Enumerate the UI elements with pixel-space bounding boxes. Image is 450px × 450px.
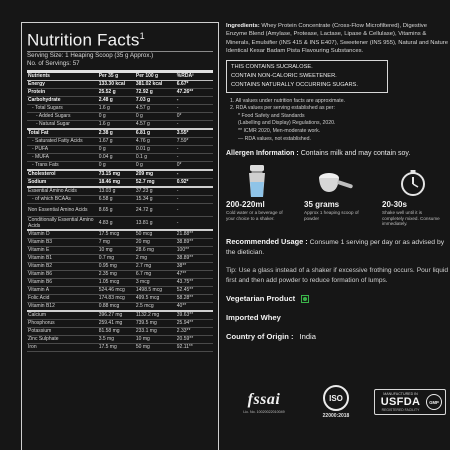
- footnote-2: 2. RDA values per serving established as per:: [230, 105, 335, 112]
- rda-value: 21.88**: [176, 230, 213, 239]
- nutrient-name: Calcium: [27, 311, 98, 320]
- step-shake-value: 20-30s: [382, 200, 407, 210]
- ingredients: [226, 22, 448, 56]
- nutrient-name: Zinc Sulphate: [27, 336, 98, 344]
- nutrient-name: - MUFA: [27, 154, 98, 162]
- per-35g-value: 6.58 g: [98, 196, 135, 204]
- per-35g-value: 1.05 mcg: [98, 279, 135, 287]
- per-100g-value: 3 mcg: [135, 279, 176, 287]
- nutrient-name: Vitamin B3: [27, 239, 98, 247]
- shaker-icon: [226, 164, 288, 198]
- per-35g-value: 174.83 mcg: [98, 295, 135, 303]
- per-100g-value: 6.7 mg: [135, 271, 176, 279]
- usage-label: Recommended Usage :: [226, 236, 308, 246]
- nutrient-name: Vitamin A: [27, 287, 98, 295]
- gmp-badge: GMP: [426, 394, 442, 410]
- per-35g-value: 1.6 g: [98, 121, 135, 130]
- nutrition-row: [27, 247, 213, 255]
- rda-value: 38**: [176, 263, 213, 271]
- per-35g-value: 1.67 g: [98, 138, 135, 146]
- rda-value: -: [176, 105, 213, 113]
- nutrition-row: [27, 146, 213, 154]
- per-100g-value: 28.6 mg: [135, 247, 176, 255]
- nutrition-row: [27, 344, 213, 352]
- servings-count: No. of Servings: 57: [27, 60, 80, 68]
- usfda-logo: USFDA: [380, 396, 421, 408]
- rda-value: 0.92*: [176, 179, 213, 188]
- origin-label: Country of Origin :: [226, 331, 294, 341]
- step-scoop-value: 35 grams: [304, 200, 340, 210]
- per-100g-value: 6.81 g: [135, 129, 176, 138]
- per-100g-value: 0.1 g: [135, 154, 176, 162]
- per-100g-value: 10 mg: [135, 336, 176, 344]
- nutrient-name: Conditionally Essential Amino Acids: [27, 217, 98, 231]
- nutrition-row: [27, 295, 213, 303]
- nutrient-name: - of which BCAAs: [27, 196, 98, 204]
- step-scoop-caption: Approx 1 heaping scoop of powder: [304, 210, 359, 221]
- per-35g-value: 17.5 mg: [98, 344, 135, 352]
- per-35g-value: 10 mg: [98, 247, 135, 255]
- imported-whey: Imported Whey: [226, 312, 281, 322]
- per-35g-value: 2.38 g: [98, 129, 135, 138]
- rda-value: -: [176, 204, 213, 217]
- nutrition-table-header: [27, 73, 213, 81]
- per-35g-value: 0.7 mg: [98, 255, 135, 263]
- nutrition-row: [27, 287, 213, 295]
- vegetarian-label: Vegetarian Product: [226, 293, 296, 303]
- per-100g-value: 37.23 g: [135, 187, 176, 196]
- usfda-registered: REGISTERED FACILITY: [381, 408, 420, 412]
- nutrition-row: [27, 113, 213, 121]
- per-35g-value: 73.15 mg: [98, 170, 135, 179]
- nutrition-row: [27, 170, 213, 179]
- sucralose-line: THIS CONTAINS SUCRALOSE.: [231, 63, 313, 70]
- rda-value: 38.89**: [176, 239, 213, 247]
- preparation-steps: [226, 164, 444, 227]
- per-100g-value: 4.76 g: [135, 138, 176, 146]
- nutrition-row: [27, 121, 213, 130]
- per-100g-value: 499.5 mcg: [135, 295, 176, 303]
- rda-value: 100**: [176, 247, 213, 255]
- per-35g-value: 0.88 mcg: [98, 303, 135, 312]
- fssai-license: Lic. No. 10020022010049: [243, 409, 285, 414]
- step-scoop: [304, 164, 366, 227]
- per-100g-value: 1498.5 mcg: [135, 287, 176, 295]
- recommended-usage: [226, 237, 448, 258]
- per-35g-value: 8.65 g: [98, 204, 135, 217]
- per-35g-value: 18.46 mg: [98, 179, 135, 188]
- iso-badge: [316, 385, 356, 419]
- per-35g-value: 259.41 mg: [98, 320, 135, 328]
- rda-value: 2.33**: [176, 328, 213, 336]
- nutrition-row: [27, 138, 213, 146]
- nutrition-row: [27, 328, 213, 336]
- nutrient-name: Vitamin B2: [27, 263, 98, 271]
- nutrition-facts-panel: [21, 22, 219, 450]
- per-35g-value: 25.52 g: [98, 89, 135, 97]
- veg-mark-icon: [301, 295, 309, 303]
- rda-value: -: [176, 97, 213, 105]
- country-of-origin: [226, 332, 448, 342]
- per-35g-value: 0 g: [98, 146, 135, 154]
- timer-icon: [382, 164, 444, 198]
- per-35g-value: 81.58 mg: [98, 328, 135, 336]
- per-100g-value: 24.72 g: [135, 204, 176, 217]
- per-35g-value: 13.03 g: [98, 187, 135, 196]
- rda-value: -: [176, 196, 213, 204]
- per-35g-value: 0.95 mg: [98, 263, 135, 271]
- step-shake: [382, 164, 444, 227]
- rda-value: 38.89**: [176, 255, 213, 263]
- per-35g-value: 133.30 kcal: [98, 81, 135, 89]
- rda-value: 0*: [176, 162, 213, 171]
- scoop-icon: [304, 164, 366, 198]
- footnote-5: ** ICMR 2020, Men-moderate work.: [238, 128, 321, 134]
- rda-value: -: [176, 146, 213, 154]
- header-rda: %RDA²: [176, 73, 213, 81]
- sugars-line: CONTAINS NATURALLY OCCURRING SUGARS.: [231, 81, 358, 88]
- nutrient-name: - Trans Fats: [27, 162, 98, 171]
- per-100g-value: 4.57 g: [135, 105, 176, 113]
- ingredients-text: Whey Protein Concentrate (Cross-Flow Microfiltered), Digestive Enzyme Blend (Amylase, Protease, Lactase, Lipase & Cellulase), Vitamins & Minerals, Emulsifier (INS 415 & INS E407), Sweetener (INS 955), Natural and Nature Identical Kesar Badam Pista Flavouring Substances.: [226, 23, 448, 55]
- usage-text: Consume 1 serving per day or as advised by the dietician.: [226, 238, 445, 256]
- per-100g-value: 20 mg: [135, 239, 176, 247]
- nutrient-name: Essential Amino Acids: [27, 187, 98, 196]
- nutrition-row: [27, 279, 213, 287]
- nutrient-name: - PUFA: [27, 146, 98, 154]
- nutrition-row: [27, 263, 213, 271]
- per-35g-value: 396.27 mg: [98, 311, 135, 320]
- per-100g-value: 0.01 g: [135, 146, 176, 154]
- nutrition-row: [27, 320, 213, 328]
- per-35g-value: 2.48 g: [98, 97, 135, 105]
- per-100g-value: 2.5 mcg: [135, 303, 176, 312]
- per-100g-value: 52.7 mg: [135, 179, 176, 188]
- nutrient-name: Vitamin B6: [27, 279, 98, 287]
- per-35g-value: 2.35 mg: [98, 271, 135, 279]
- nutrition-row: [27, 129, 213, 138]
- header-per-100g: Per 100 g: [135, 73, 176, 81]
- nutrition-row: [27, 97, 213, 105]
- nutrition-row: [27, 255, 213, 263]
- nutrient-name: Cholesterol: [27, 170, 98, 179]
- rda-value: -: [176, 217, 213, 231]
- nutrient-name: Vitamin B6: [27, 271, 98, 279]
- rda-value: -: [176, 121, 213, 130]
- allergen-label: Allergen Information :: [226, 150, 299, 158]
- nutrition-row: [27, 105, 213, 113]
- nutrient-name: Potassium: [27, 328, 98, 336]
- per-100g-value: 1132.2 mg: [135, 311, 176, 320]
- sucralose-warning-box: [226, 60, 388, 93]
- per-100g-value: 233.1 mg: [135, 328, 176, 336]
- nutrition-row: [27, 303, 213, 312]
- rda-value: 58.28**: [176, 295, 213, 303]
- per-100g-value: 2 mg: [135, 255, 176, 263]
- nutrient-name: - Added Sugars: [27, 113, 98, 121]
- rda-value: 47**: [176, 271, 213, 279]
- nutrition-row: [27, 311, 213, 320]
- nutrient-name: Protein: [27, 89, 98, 97]
- rda-value: 39.63**: [176, 311, 213, 320]
- iso-logo: ISO: [323, 385, 349, 411]
- certification-badges: [230, 376, 446, 428]
- nutrition-row: [27, 179, 213, 188]
- per-100g-value: 0 g: [135, 113, 176, 121]
- per-100g-value: 50 mg: [135, 344, 176, 352]
- per-100g-value: 7.03 g: [135, 97, 176, 105]
- nutrition-row: [27, 271, 213, 279]
- vegetarian-product: [226, 294, 448, 304]
- nutrient-name: Phosphorus: [27, 320, 98, 328]
- per-100g-value: 50 mcg: [135, 230, 176, 239]
- nutrition-row: [27, 162, 213, 171]
- per-35g-value: 17.5 mcg: [98, 230, 135, 239]
- nutrition-table-body: [27, 81, 213, 352]
- nutrition-row: [27, 204, 213, 217]
- rda-value: -: [176, 154, 213, 162]
- per-100g-value: 209 mg: [135, 170, 176, 179]
- footnote-1: 1. All values under nutrition facts are approximate.: [230, 97, 346, 104]
- origin-value: India: [299, 331, 316, 341]
- rda-value: -: [176, 187, 213, 196]
- per-35g-value: 0 g: [98, 113, 135, 121]
- fssai-logo: fssai: [247, 390, 281, 408]
- per-100g-value: 0 g: [135, 162, 176, 171]
- serving-size: Serving Size: 1 Heaping Scoop (35 g Approx.): [27, 51, 154, 59]
- per-100g-value: 72.92 g: [135, 89, 176, 97]
- rda-value: 25.94**: [176, 320, 213, 328]
- footnotes: [226, 98, 448, 144]
- per-100g-value: 15.34 g: [135, 196, 176, 204]
- rda-value: 52.45**: [176, 287, 213, 295]
- nutrient-name: Vitamin B12: [27, 303, 98, 312]
- step-water: [226, 164, 288, 227]
- nutrient-name: Vitamin B1: [27, 255, 98, 263]
- per-100g-value: 2.7 mg: [135, 263, 176, 271]
- per-35g-value: 3.5 mg: [98, 336, 135, 344]
- per-100g-value: 739.5 mg: [135, 320, 176, 328]
- step-water-caption: Cold water or a beverage of your choice to a shaker.: [226, 210, 283, 221]
- nutrient-name: Sodium: [27, 179, 98, 188]
- nutrition-row: [27, 217, 213, 231]
- nutrition-row: [27, 196, 213, 204]
- nutrient-name: Total Fat: [27, 129, 98, 138]
- rda-value: 92.11**: [176, 344, 213, 352]
- rda-value: 20.59**: [176, 336, 213, 344]
- header-nutrients: Nutrients: [27, 73, 98, 81]
- usfda-manufactured: MANUFACTURED IN: [383, 392, 418, 396]
- nutrition-row: [27, 89, 213, 97]
- per-35g-value: 524.46 mcg: [98, 287, 135, 295]
- footnote-4: (Labelling and Display) Regulations, 2020.: [238, 120, 336, 127]
- per-100g-value: 13.81 g: [135, 217, 176, 231]
- step-water-value: 200-220ml: [226, 200, 265, 210]
- iso-number: 22000:2018: [322, 413, 350, 419]
- nutrition-row: [27, 154, 213, 162]
- rda-value: -: [176, 170, 213, 179]
- per-35g-value: 0 g: [98, 162, 135, 171]
- footnote-3: * Food Safety and Standards: [238, 112, 305, 119]
- nutrient-name: Vitamin E: [27, 247, 98, 255]
- nutrition-facts-title: Nutrition Facts$^1$: [27, 30, 145, 50]
- rda-value: 7.59*: [176, 138, 213, 146]
- nutrient-name: Energy: [27, 81, 98, 89]
- per-35g-value: 0.04 g: [98, 154, 135, 162]
- nutrient-name: Non Essential Amino Acids: [27, 204, 98, 217]
- rda-value: 3.55*: [176, 129, 213, 138]
- info-panel: [226, 22, 448, 342]
- fssai-badge: [230, 391, 298, 414]
- per-100g-value: 4.57 g: [135, 121, 176, 130]
- nutrient-name: Carbohydrate: [27, 97, 98, 105]
- usage-tip: Tip: Use a glass instead of a shaker if excessive frothing occurs. Pour liquid first and then add powder to reduce formation of lumps.: [226, 266, 448, 284]
- footnote-6: — RDA values, not established.: [238, 135, 311, 142]
- rda-value: 40**: [176, 303, 213, 312]
- ingredients-label: Ingredients:: [226, 23, 260, 29]
- usfda-badge: [374, 389, 446, 415]
- per-35g-value: 4.83 g: [98, 217, 135, 231]
- nutrition-row: [27, 81, 213, 89]
- nutrient-name: Iron: [27, 344, 98, 352]
- nutrient-name: - Saturated Fatty Acids: [27, 138, 98, 146]
- nutrition-table: [27, 73, 213, 353]
- per-35g-value: 1.6 g: [98, 105, 135, 113]
- step-shake-caption: Shake well until it is completely mixed. Consume immediately.: [382, 210, 440, 227]
- nutrition-row: [27, 336, 213, 344]
- nutrient-name: Vitamin D: [27, 230, 98, 239]
- per-100g-value: 381.02 kcal: [135, 81, 176, 89]
- rda-value: 6.67*: [176, 81, 213, 89]
- per-35g-value: 7 mg: [98, 239, 135, 247]
- nutrition-row: [27, 239, 213, 247]
- rda-value: 0*: [176, 113, 213, 121]
- allergen-information: [226, 149, 448, 158]
- nutrient-name: - Natural Sugar: [27, 121, 98, 130]
- rda-value: 47.26**: [176, 89, 213, 97]
- sweetener-line: CONTAIN NON-CALORIC SWEETENER.: [231, 72, 337, 79]
- rda-value: 43.75**: [176, 279, 213, 287]
- nutrition-row: [27, 230, 213, 239]
- nutrition-row: [27, 187, 213, 196]
- nutrient-name: Folic Acid: [27, 295, 98, 303]
- nutrient-name: - Total Sugars: [27, 105, 98, 113]
- header-per-35g: Per 35 g: [98, 73, 135, 81]
- allergen-text: Contains milk and may contain soy.: [300, 150, 411, 158]
